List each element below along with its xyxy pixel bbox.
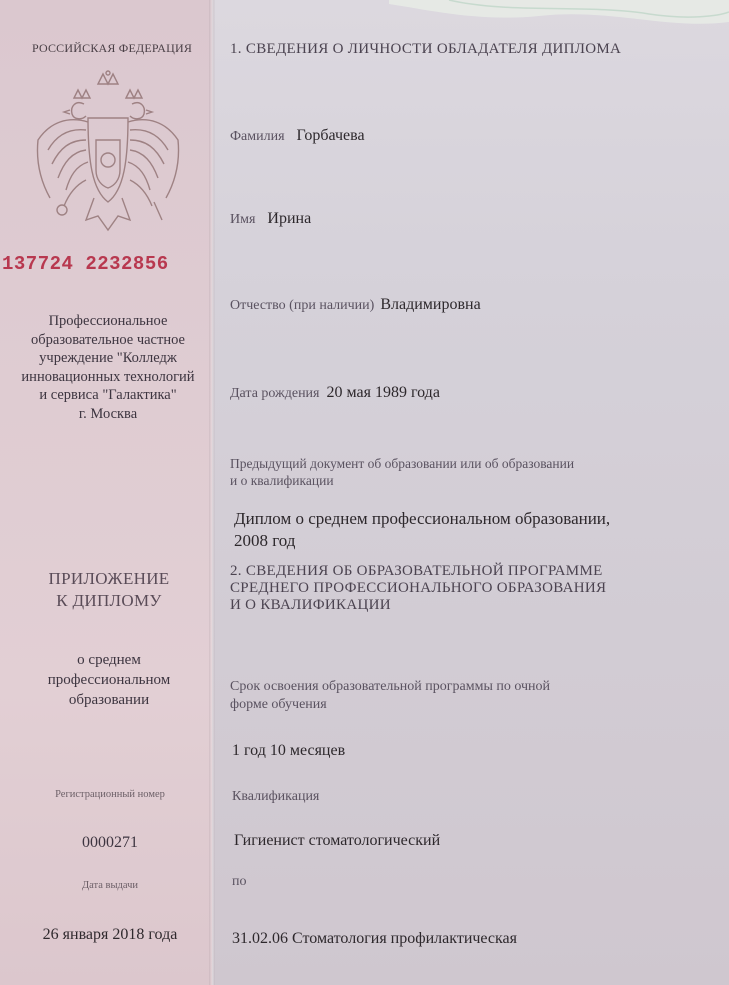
previous-document-label-line: и о квалификации <box>230 473 334 488</box>
patronymic-value: Владимировна <box>380 296 481 313</box>
section2-title-line: СРЕДНЕГО ПРОФЕССИОНАЛЬНОГО ОБРАЗОВАНИЯ <box>230 580 607 596</box>
section2-title-line: И О КВАЛИФИКАЦИИ <box>230 597 391 613</box>
serial-number: 137724 2232856 <box>2 253 169 275</box>
surname-row <box>230 127 720 145</box>
russian-coat-of-arms-icon <box>28 70 188 240</box>
appendix-title-line: К ДИПЛОМУ <box>56 591 162 610</box>
education-level-line: образовании <box>68 692 150 708</box>
institution-line: учреждение "Колледж <box>39 350 177 366</box>
section2-title <box>230 563 720 614</box>
decorative-wave <box>389 0 729 40</box>
specialty-value: 31.02.06 Стоматология профилактическая <box>232 930 518 947</box>
birthdate-label: Дата рождения <box>230 386 320 401</box>
duration-value: 1 год 10 месяцев <box>232 742 346 759</box>
duration-label-line: форме обучения <box>230 697 327 712</box>
surname-value: Горбачева <box>296 127 365 144</box>
patronymic-row <box>230 296 720 314</box>
institution-line: Профессиональное <box>48 313 168 329</box>
section1-title: 1. СВЕДЕНИЯ О ЛИЧНОСТИ ОБЛАДАТЕЛЯ ДИПЛОМА <box>230 41 622 57</box>
previous-document-label <box>230 455 720 489</box>
qualification-value: Гигиенист стоматологический <box>234 832 441 849</box>
specialty-prefix-label: по <box>232 874 247 889</box>
duration-label <box>230 678 700 714</box>
previous-document-value-line: Диплом о среднем профессиональном образовании, <box>234 509 611 528</box>
registration-label: Регистрационный номер <box>55 789 165 800</box>
duration-label-line: Срок освоения образовательной программы по очной <box>230 679 551 694</box>
patronymic-label: Отчество (при наличии) <box>230 298 375 313</box>
institution-line: г. Москва <box>78 405 138 422</box>
institution-line: образовательное частное <box>31 331 185 348</box>
name-value: Ирина <box>267 210 312 227</box>
birthdate-value: 20 мая 1989 года <box>326 384 440 401</box>
appendix-title-line: ПРИЛОЖЕНИЕ <box>48 569 170 588</box>
section2-title-line: 2. СВЕДЕНИЯ ОБ ОБРАЗОВАТЕЛЬНОЙ ПРОГРАММЕ <box>230 563 603 579</box>
institution-line: инновационных технологий <box>21 368 195 385</box>
institution-name <box>6 312 210 423</box>
education-level-line: о среднем <box>77 652 141 668</box>
registration-number: 0000271 <box>82 834 138 851</box>
previous-document-value <box>234 508 704 552</box>
previous-document-value-line: 2008 год <box>234 531 296 550</box>
name-label: Имя <box>230 212 256 227</box>
institution-line: и сервиса "Галактика" <box>39 387 177 403</box>
education-level <box>14 650 204 710</box>
surname-label: Фамилия <box>230 129 285 144</box>
education-level-line: профессиональном <box>47 672 171 688</box>
issue-date-label: Дата выдачи <box>81 880 139 891</box>
country-name: РОССИЙСКАЯ ФЕДЕРАЦИЯ <box>31 41 193 55</box>
birthdate-row <box>230 384 720 402</box>
previous-document-label-line: Предыдущий документ об образовании или об образовании <box>230 456 575 471</box>
name-row <box>230 210 720 228</box>
appendix-title <box>14 568 204 612</box>
qualification-label: Квалификация <box>232 789 320 804</box>
issue-date: 26 января 2018 года <box>42 926 178 943</box>
